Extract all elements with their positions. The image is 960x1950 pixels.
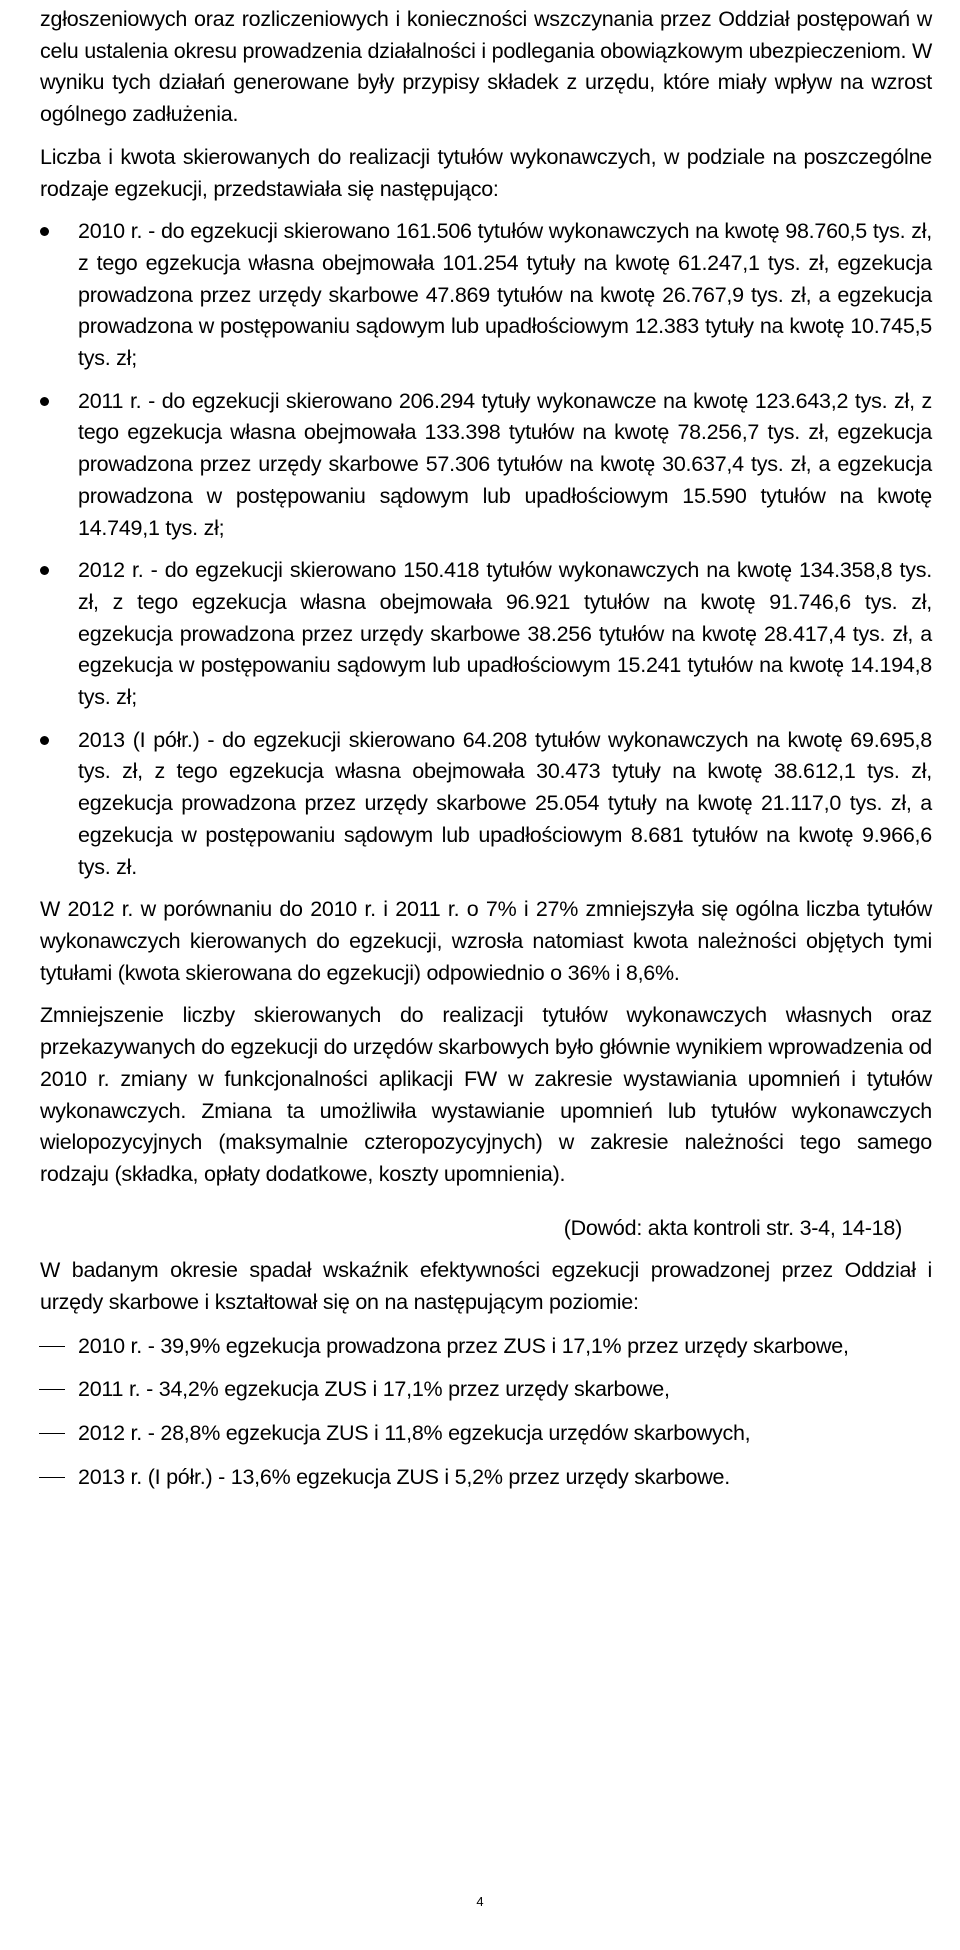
dash-icon — [39, 1346, 65, 1347]
dash-icon — [39, 1477, 65, 1478]
list-item-2010 — [40, 216, 932, 375]
page-body — [40, 4, 932, 1506]
list-item-text: 2012 r. - 28,8% egzekucja ZUS i 11,8% egzekucja urzędów skarbowych, — [78, 1421, 751, 1446]
list-item-text: 2010 r. - do egzekucji skierowano 161.506 tytułów wykonawczych na kwotę 98.760,5 tys. zł, z tego egzekucja własna obejmowała 101.254 tytuły na kwotę 61.247,1 tys. zł, egzekucja prowadzona przez urzędy skarbowe 47.869 tytułów na kwotę 26.767,9 tys. zł, a egzekucja prowadzona w postępowaniu sądowym lub upadłościowym 12.383 tytuły na kwotę 10.745,5 tys. zł; — [78, 219, 932, 371]
list-item-text: 2010 r. - 39,9% egzekucja prowadzona przez ZUS i 17,1% przez urzędy skarbowe, — [78, 1333, 849, 1358]
list-item-2010 — [40, 1331, 932, 1363]
efficiency-dash-list — [40, 1331, 932, 1494]
paragraph-debt-growth: zgłoszeniowych oraz rozliczeniowych i konieczności wszczynania przez Oddział postępowań w celu ustalenia okresu prowadzenia działalności i podlegania obowiązkowym ubezpieczeniom. W wyniku tych działań generowane były przypisy składek z urzędu, które miały wpływ na wzrost ogólnego zadłużenia. — [40, 7, 932, 127]
bullet-icon — [40, 397, 49, 406]
dash-icon — [39, 1389, 65, 1390]
paragraph-decrease-reason: Zmniejszenie liczby skierowanych do realizacji tytułów wykonawczych własnych oraz przekazywanych do egzekucji do urzędów skarbowych było głównie wynikiem wprowadzenia od 2010 r. zmiany w funkcjonalności aplikacji FW w zakresie wystawiania upomnień i tytułów wykonawczych. Zmiana ta umożliwiła wystawianie upomnień lub tytułów wykonawczych wielopozycyjnych (maksymalnie czteropozycyjnych) w zakresie należności tego samego rodzaju (składka, opłaty dodatkowe, koszty upomnienia). — [40, 1003, 932, 1186]
list-item-2013 — [40, 725, 932, 884]
list-item-text: 2013 (I półr.) - do egzekucji skierowano 64.208 tytułów wykonawczych na kwotę 69.695,8 tys. zł, z tego egzekucja własna obejmowała 30.473 tytuły na kwotę 38.612,1 tys. zł, egzekucja prowadzona przez urzędy skarbowe 25.054 tytuły na kwotę 21.117,0 tys. zł, a egzekucja w postępowaniu sądowym lub upadłościowym 8.681 tytułów na kwotę 9.966,6 tys. zł. — [78, 727, 932, 879]
list-item-text: 2011 r. - 34,2% egzekucja ZUS i 17,1% przez urzędy skarbowe, — [78, 1377, 670, 1402]
paragraph-comparison: W 2012 r. w porównaniu do 2010 r. i 2011 r. o 7% i 27% zmniejszyła się ogólna liczba tytułów wykonawczych kierowanych do egzekucji, wzrosła natomiast kwota należności objętych tymi tytułami (kwota skierowana do egzekucji) odpowiednio o 36% i 8,6%. — [40, 897, 932, 985]
list-item-2012 — [40, 555, 932, 714]
paragraph-enforcement-intro: Liczba i kwota skierowanych do realizacji tytułów wykonawczych, w podziale na poszczególne rodzaje egzekucji, przedstawiała się następująco: — [40, 144, 932, 201]
bullet-icon — [40, 736, 49, 745]
list-item-2011 — [40, 1374, 932, 1406]
bullet-icon — [40, 566, 49, 575]
list-item-2012 — [40, 1418, 932, 1450]
paragraph-efficiency-intro: W badanym okresie spadał wskaźnik efektywności egzekucji prowadzonej przez Oddział i urzędy skarbowe i kształtował się on na następującym poziomie: — [40, 1258, 932, 1315]
enforcement-bullet-list — [40, 216, 932, 883]
list-item-text: 2012 r. - do egzekucji skierowano 150.418 tytułów wykonawczych na kwotę 134.358,8 tys. zł, z tego egzekucja własna obejmowała 96.921 tytułów na kwotę 91.746,6 tys. zł, egzekucja prowadzona przez urzędy skarbowe 38.256 tytułów na kwotę 28.417,4 tys. zł, a egzekucja w postępowaniu sądowym lub upadłościowym 15.241 tytułów na kwotę 14.194,8 tys. zł; — [78, 558, 932, 710]
list-item-2011 — [40, 386, 932, 545]
list-item-text: 2013 r. (I półr.) - 13,6% egzekucja ZUS i 5,2% przez urzędy skarbowe. — [78, 1464, 730, 1489]
evidence-reference: (Dowód: akta kontroli str. 3-4, 14-18) — [563, 1215, 902, 1240]
page-number: 4 — [476, 1894, 484, 1909]
list-item-2013 — [40, 1462, 932, 1494]
bullet-icon — [40, 227, 49, 236]
list-item-text: 2011 r. - do egzekucji skierowano 206.294 tytuły wykonawcze na kwotę 123.643,2 tys. zł, z tego egzekucja własna obejmowała 133.398 tytułów na kwotę 78.256,7 tys. zł, egzekucja prowadzona przez urzędy skarbowe 57.306 tytułów na kwotę 30.637,4 tys. zł, a egzekucja prowadzona w postępowaniu sądowym lub upadłościowym 15.590 tytułów na kwotę 14.749,1 tys. zł; — [78, 388, 932, 540]
dash-icon — [39, 1433, 65, 1434]
